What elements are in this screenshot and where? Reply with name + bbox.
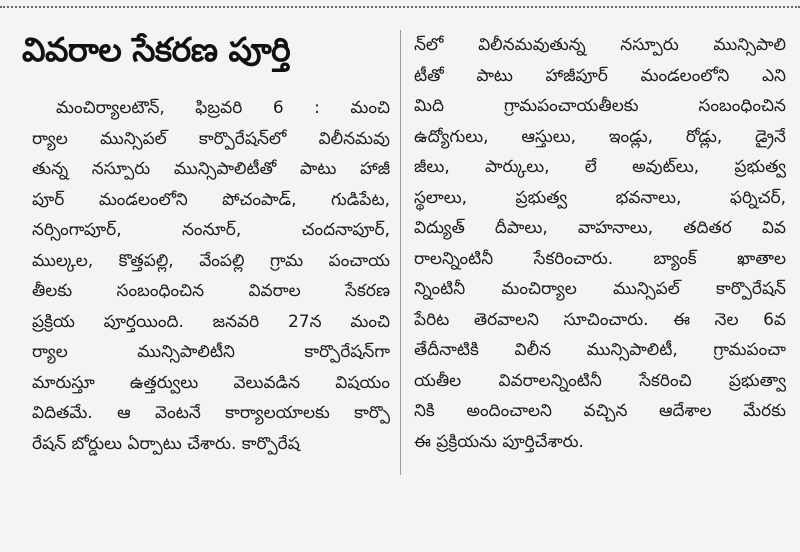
text-line: విదితమే. ఆ వెంటనే కార్యాలయాలకు కార్పొ (32, 403, 390, 423)
text-line: ముల్కల, కొత్తపల్లి, వేంపల్లి గ్రామ పంచాయ (32, 250, 390, 271)
text-line: పూర్ మండలంలోని పోచంపాడ్, గుడిపేట, (32, 189, 390, 210)
text-line: టీతో పాటు హాజీపూర్ మండలంలోని ఎని (414, 65, 786, 86)
text-line: విద్యుత్ దీపాలు, వాహనాలు, తదితర వివ (414, 218, 786, 238)
text-line: ఈ ప్రక్రియను పూర్తిచేశారు. (414, 431, 584, 452)
text-line: మంచిర్యాలటౌన్, ఫిబ్రవరి 6 : మంచి (56, 98, 390, 118)
text-line: ఉద్యోగులు, ఆస్తులు, ఇండ్లు, రోడ్లు, డ్రైనే (414, 126, 786, 147)
column-divider (400, 30, 401, 475)
text-line: స్థలాలు, ప్రభుత్వ భవనాలు, ఫర్నిచర్, (414, 187, 786, 208)
text-line: తీలకు సంబంధించిన వివరాల సేకరణ (32, 281, 390, 301)
text-line: తున్న నస్పూరు మున్సిపాలిటీతో పాటు హాజీ (32, 159, 390, 179)
headline: వివరాల సేకరణ పూర్తి (22, 30, 291, 69)
text-line: రాలన్నింటినీ సేకరించారు. బ్యాంక్ ఖాతాల (414, 248, 786, 269)
text-line: ర్యాల మున్సిపాలిటీని కార్పొరేషన్‌గా (32, 342, 390, 362)
text-line: యతీల వివరాలన్నింటినీ సేకరించి ప్రభుత్వా (414, 370, 786, 391)
text-line: మారుస్తూ ఉత్తర్వులు వెలువడిన విషయం (32, 372, 390, 393)
text-line: నర్సింగాపూర్, నంనూర్, చందనాపూర్, (32, 220, 390, 240)
text-line: మిది గ్రామపంచాయతీలకు సంబంధించిన (414, 96, 786, 116)
text-line: రేషన్ బోర్డులు ఏర్పాటు చేశారు. కార్పొరేష (32, 433, 300, 454)
text-line: ర్యాల మున్సిపల్ కార్పొరేషన్‌లో విలీనమవు (32, 128, 390, 149)
top-dotted-rule (0, 6, 800, 8)
text-line: ప్రక్రియ పూర్తయింది. జనవరి 27న మంచి (32, 311, 390, 332)
text-line: నికి అందించాలని వచ్చిన ఆదేశాల మేరకు (414, 401, 786, 421)
text-line: పేరిట తెరవాలని సూచించారు. ఈ నెల 6వ (414, 309, 786, 330)
text-line: న్‌లో విలీనమవుతున్న నస్పూరు మున్సిపాలి (414, 35, 786, 55)
right-column (414, 30, 786, 457)
text-line: జీలు, పార్కులు, లే అవుట్‌లు, ప్రభుత్వ (414, 157, 786, 177)
left-column (32, 93, 390, 459)
text-line: న్నింటినీ మంచిర్యాల మున్సిపల్ కార్పొరేషన్ (414, 279, 786, 299)
text-line: తేదీనాటికి విలీన మున్సిపాలిటీ, గ్రామపంచా (414, 340, 786, 360)
